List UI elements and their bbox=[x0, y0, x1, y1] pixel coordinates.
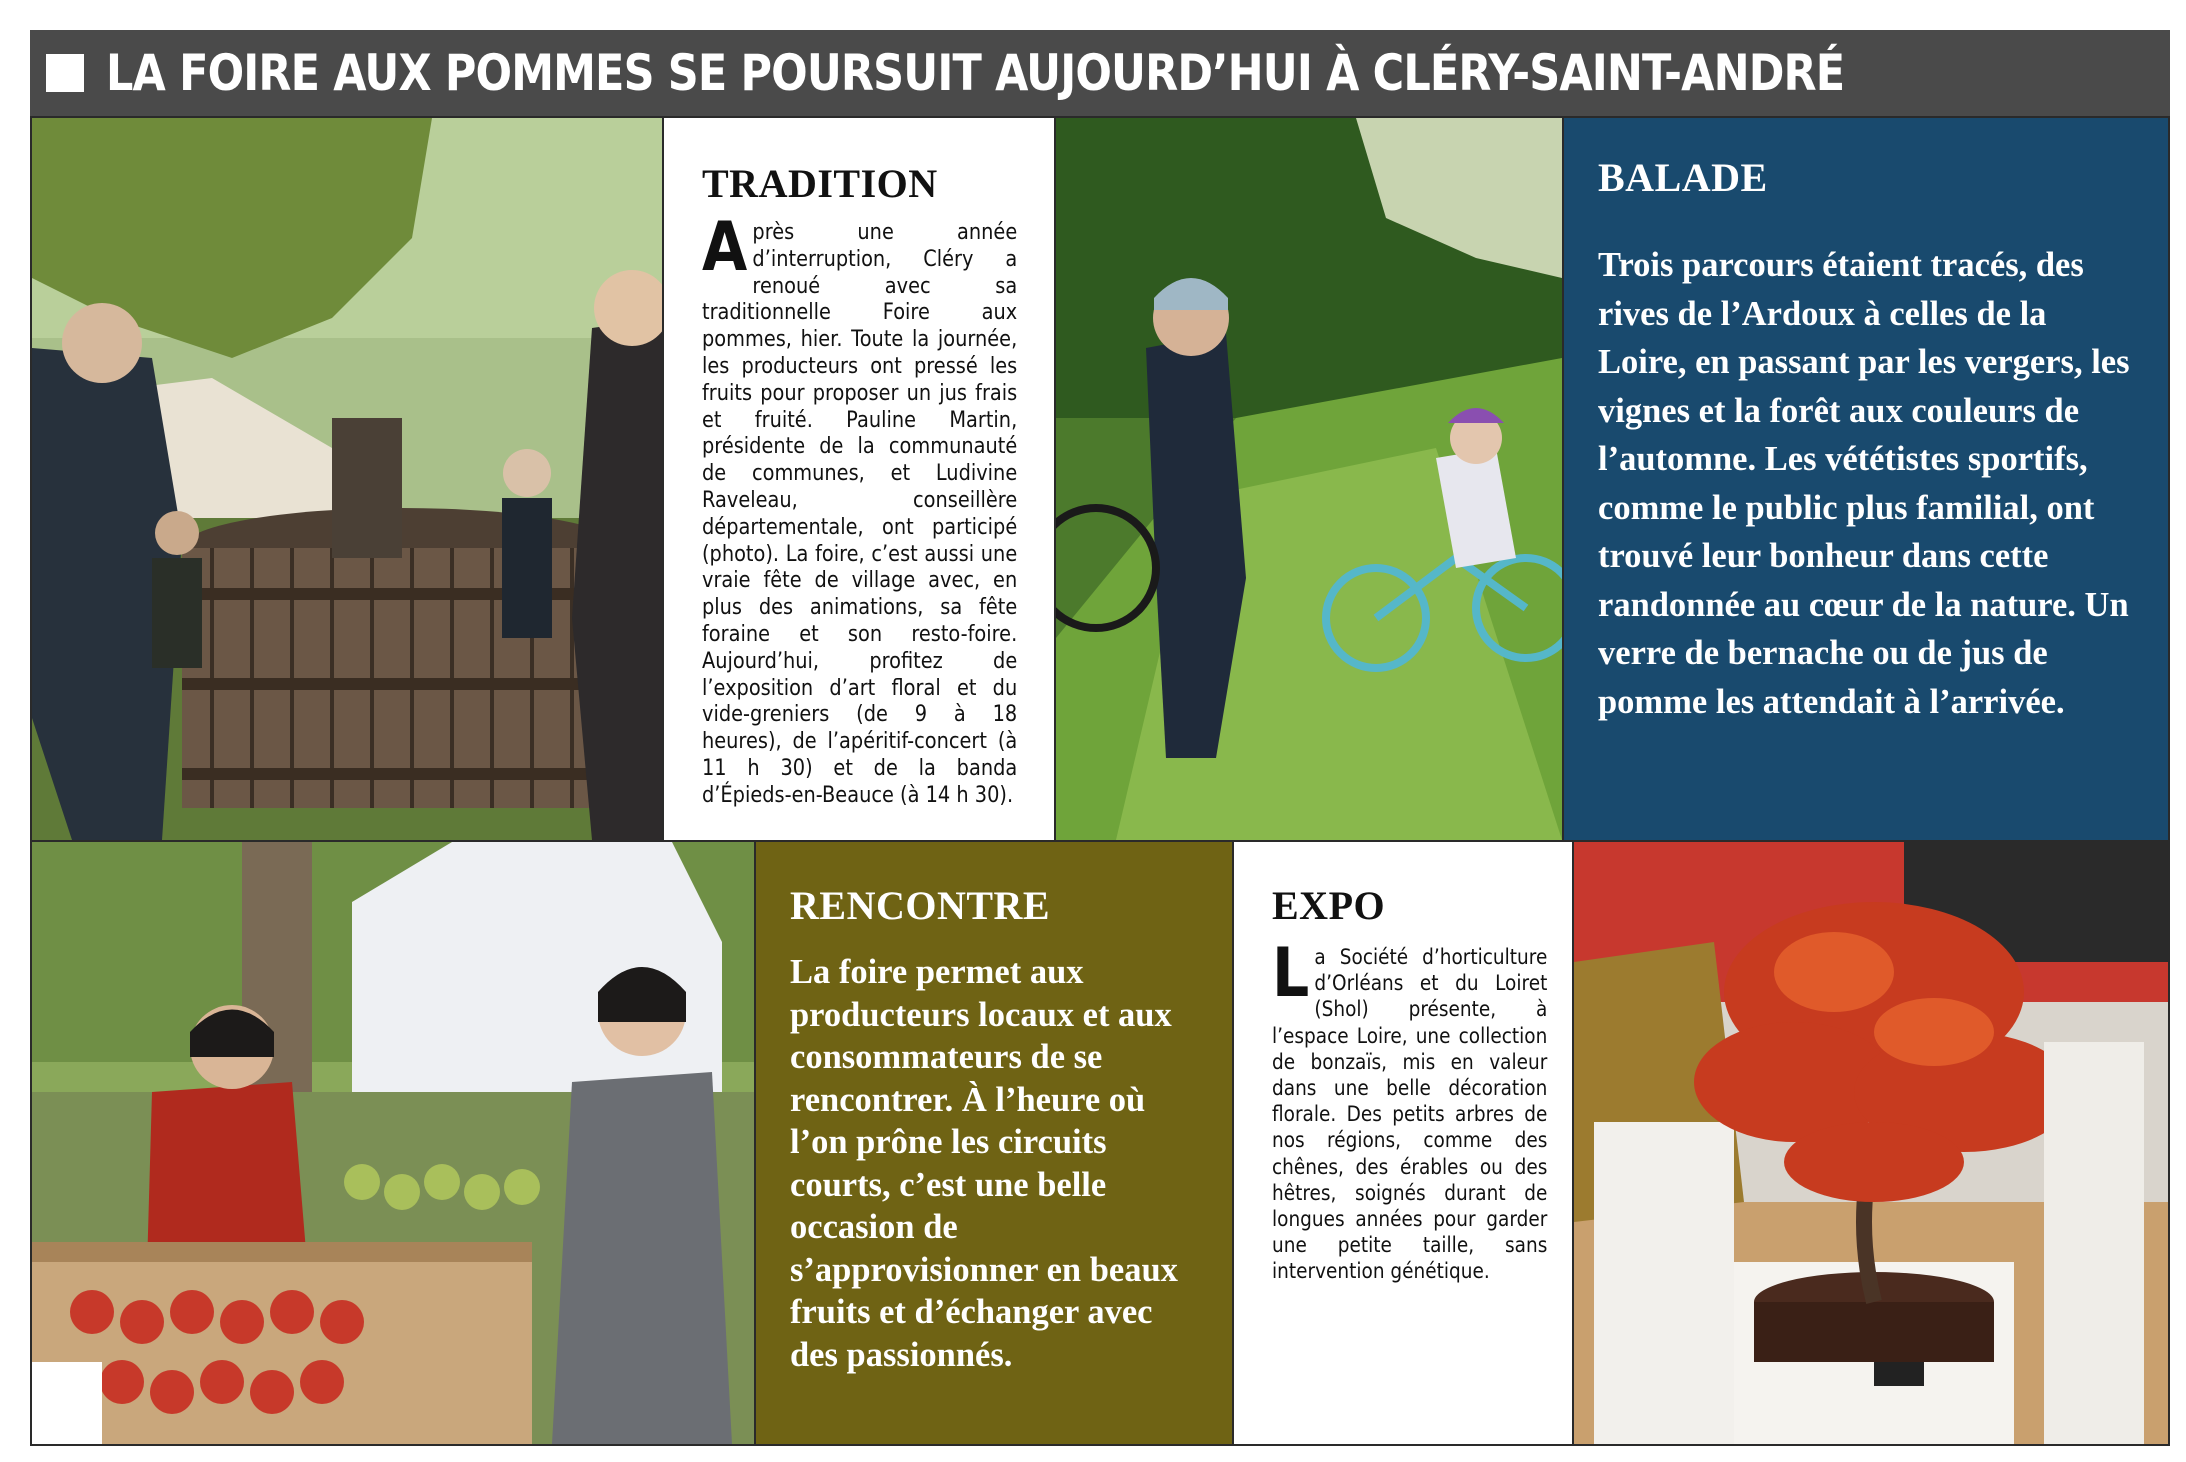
rencontre-section bbox=[756, 842, 1232, 1444]
photo-bonsai bbox=[1574, 842, 2168, 1444]
tradition-text: près une année d’interruption, Cléry a renoué avec sa traditionnelle Foire aux pommes, hier. Toute la journée, les producteurs ont pressé les fruits pour proposer un jus frais et fruité. Pauline Martin, présidente de la communauté de communes, et Ludivine Raveleau, conseillère départementale, ont participé (photo). La foire, c’est aussi une vraie fête de village avec, en plus des animations, sa fête foraine et son resto-foire. Aujourd’hui, profitez de l’exposition d’art floral et du vide-greniers (de 9 à 18 heures), de l’apéritif-concert (à 11 h 30) et de la banda d’Épieds-en-Beauce (à 14 h 30). bbox=[702, 219, 1018, 808]
expo-title: EXPO bbox=[1272, 883, 1386, 928]
rencontre-title: RENCONTRE bbox=[790, 883, 1051, 928]
photo-fruit-stand bbox=[32, 842, 754, 1444]
balade-section bbox=[1564, 118, 2168, 840]
rencontre-body: La foire permet aux producteurs locaux et aux consommateurs de se rencontrer. À l’heure où l’on prône les circuits courts, c’est une belle occasion de s’approvisionner en beaux fruits et d’échanger avec des passionnés. bbox=[790, 953, 1178, 1374]
expo-section bbox=[1234, 842, 1572, 1444]
tradition-section bbox=[664, 118, 1054, 840]
photo-cyclists bbox=[1056, 118, 1562, 840]
expo-body bbox=[1272, 934, 1548, 1286]
balade-title: BALADE bbox=[1598, 155, 1768, 200]
tradition-dropcap: A bbox=[702, 208, 748, 287]
expo-text: a Société d’horticulture d’Orléans et du Loiret (Shol) présente, à l’espace Loire, une collection de bonzaïs, mis en valeur dans une belle décoration florale. Des petits arbres de nos régions, comme des chênes, des érables ou des hêtres, soignés durant de longues années pour garder une petite taille, sans intervention génétique. bbox=[1272, 945, 1548, 1285]
balade-body: Trois parcours étaient tracés, des rives de l’Ardoux à celles de la Loire, en passant par les vergers, les vignes et la forêt aux couleurs de l’automne. Les vététistes sportifs, comme le public plus familial, ont trouvé leur bonheur dans cette randonnée au cœur de la nature. Un verre de bernache ou de jus de pomme les attendait à l’arrivée. bbox=[1598, 246, 2130, 721]
tradition-body bbox=[702, 208, 1018, 809]
photo-cider-press bbox=[32, 118, 662, 840]
headline-banner bbox=[30, 30, 2170, 116]
expo-dropcap: L bbox=[1272, 934, 1310, 1013]
headline-square-icon bbox=[46, 54, 84, 92]
tradition-title: TRADITION bbox=[702, 161, 938, 206]
headline: LA FOIRE AUX POMMES SE POURSUIT AUJOURD’HUI À CLÉRY-SAINT-ANDRÉ bbox=[106, 44, 1845, 102]
